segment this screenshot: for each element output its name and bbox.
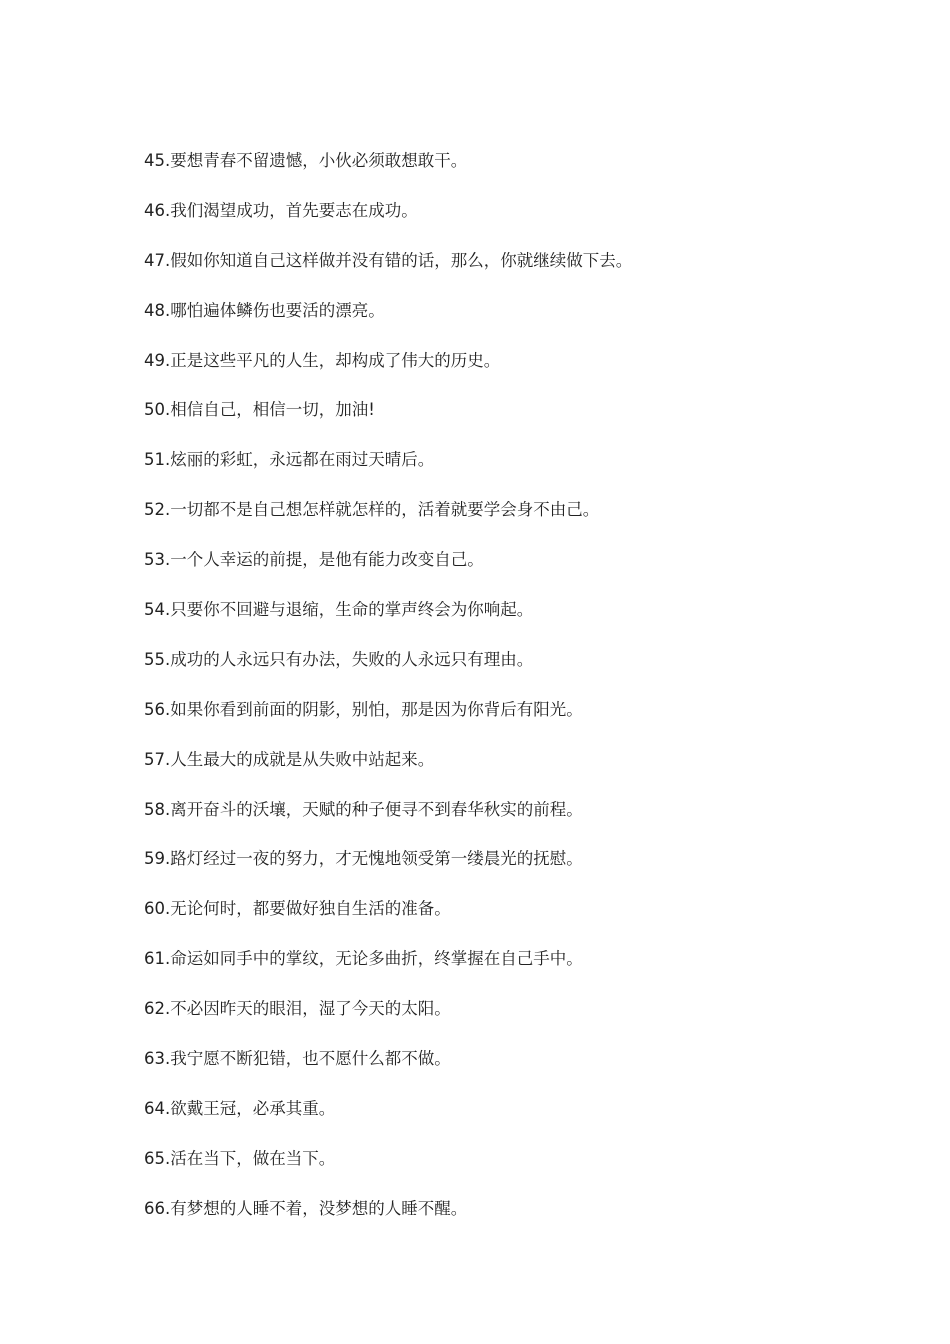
quote-item: 59.路灯经过一夜的努力，才无愧地领受第一缕晨光的抚慰。 xyxy=(144,849,583,869)
quote-list xyxy=(144,148,864,1246)
quote-item: 47.假如你知道自己这样做并没有错的话，那么，你就继续做下去。 xyxy=(144,250,633,270)
quote-item: 58.离开奋斗的沃壤，天赋的种子便寻不到春华秋实的前程。 xyxy=(144,799,583,819)
quote-item: 54.只要你不回避与退缩，生命的掌声终会为你响起。 xyxy=(144,600,534,620)
quote-item: 66.有梦想的人睡不着，没梦想的人睡不醒。 xyxy=(144,1198,468,1218)
quote-item: 63.我宁愿不断犯错，也不愿什么都不做。 xyxy=(144,1049,451,1069)
quote-item: 49.正是这些平凡的人生，却构成了伟大的历史。 xyxy=(144,350,501,370)
quote-item: 46.我们渴望成功，首先要志在成功。 xyxy=(144,200,418,220)
quote-item: 61.命运如同手中的掌纹，无论多曲折，终掌握在自己手中。 xyxy=(144,949,583,969)
quote-item: 62.不必因昨天的眼泪，湿了今天的太阳。 xyxy=(144,999,451,1019)
quote-item: 45.要想青春不留遗憾，小伙必须敢想敢干。 xyxy=(144,151,468,170)
quote-item: 50.相信自己，相信一切，加油! xyxy=(144,400,375,420)
quote-item: 57.人生最大的成就是从失败中站起来。 xyxy=(144,749,435,769)
quote-item: 51.炫丽的彩虹，永远都在雨过天晴后。 xyxy=(144,450,435,470)
quote-item: 55.成功的人永远只有办法，失败的人永远只有理由。 xyxy=(144,649,534,669)
quote-item: 64.欲戴王冠，必承其重。 xyxy=(144,1098,336,1118)
quote-item: 56.如果你看到前面的阴影，别怕，那是因为你背后有阳光。 xyxy=(144,699,583,719)
quote-item: 60.无论何时，都要做好独自生活的准备。 xyxy=(144,899,451,919)
quote-item: 48.哪怕遍体鳞伤也要活的漂亮。 xyxy=(144,300,385,320)
quote-item: 65.活在当下，做在当下。 xyxy=(144,1148,336,1168)
quote-item: 53.一个人幸运的前提，是他有能力改变自己。 xyxy=(144,550,484,570)
quote-item: 52.一切都不是自己想怎样就怎样的，活着就要学会身不由己。 xyxy=(144,500,600,520)
